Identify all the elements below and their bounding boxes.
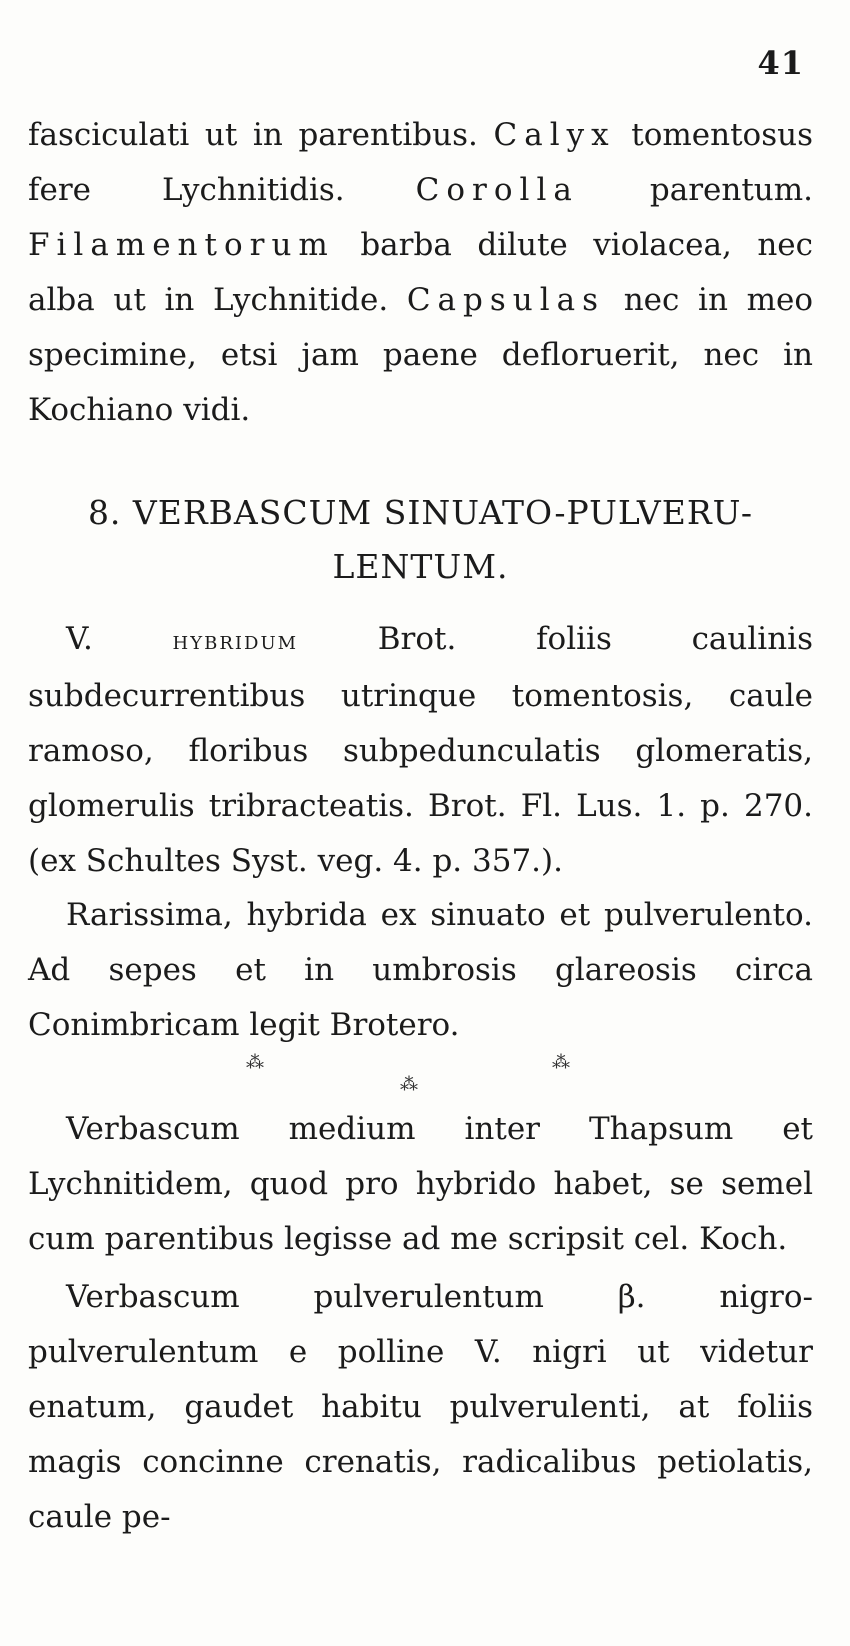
term-calyx: Calyx (493, 117, 616, 153)
term-capsulas: Capsulas (406, 282, 606, 318)
text-run: Brot. foliis caulinis subdecurrentibus utrinque tomentosis, caule ramoso, floribus subpedunculatis glomeratis, glomerulis tribracteatis. Brot. Fl. Lus. 1. p. 270. (ex Schultes Syst. veg. 4. p. 357.). (28, 621, 813, 879)
habitat-text: Rarissima, hybrida ex sinuato et pulverulento. Ad sepes et in umbrosis glareosis circa Conimbricam legit Brotero. (28, 897, 813, 1043)
asterism-icon: ⁂ (400, 1074, 418, 1095)
paragraph-synonym (28, 612, 813, 889)
text-run: barba dilute violacea, nec alba ut in Lychnitide. (28, 227, 813, 318)
paragraph-habitat (28, 888, 813, 1053)
term-filamentorum: Filamentorum (28, 227, 335, 263)
page-number: 41 (757, 44, 804, 82)
asterism-icon: ⁂ (246, 1052, 264, 1073)
text-run: V. (66, 621, 173, 657)
paragraph-pulverulentum (28, 1270, 813, 1545)
text-run: fasciculati ut in parentibus. (28, 117, 494, 153)
pulverulentum-text: Verbascum pulverulentum β. nigro-pulverulentum e polline V. nigri ut videtur enatum, gaudet habitu pulverulenti, at foliis magis concinne crenatis, radicalibus petiolatis, caule pe- (28, 1279, 813, 1535)
heading-line-2: LENTUM. (332, 547, 509, 586)
asterism-icon: ⁂ (552, 1052, 570, 1073)
paragraph-koch (28, 1102, 813, 1267)
paragraph-description-continued (28, 108, 813, 438)
text-run: parentum. (578, 172, 813, 208)
term-corolla: Corolla (415, 172, 579, 208)
text-run: nec in meo specimine, etsi jam paene defloruerit, nec in Kochiano vidi. (28, 282, 813, 428)
text-run: tomentosus fere Lychnitidis. (28, 117, 813, 208)
koch-text: Verbascum medium inter Thapsum et Lychnitidem, quod pro hybrido habet, se semel cum parentibus legisse ad me scripsit cel. Koch. (28, 1111, 813, 1257)
heading-line-1: 8. VERBASCUM SINUATO-PULVERU- (87, 493, 754, 532)
section-heading (28, 486, 813, 594)
synonym-name: hybridum (172, 626, 299, 656)
